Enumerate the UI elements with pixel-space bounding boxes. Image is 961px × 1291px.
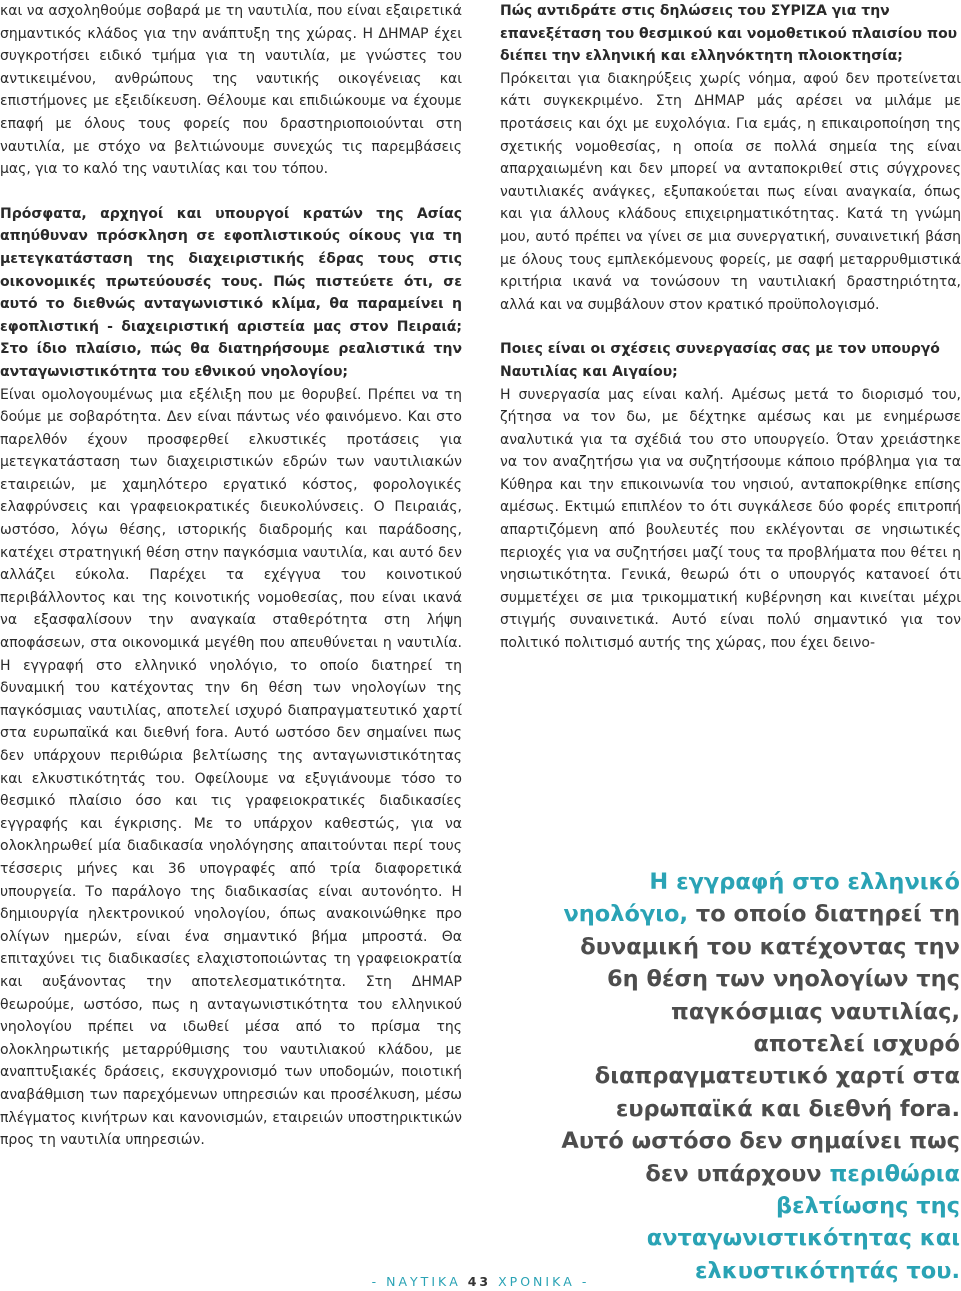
interview-question: Πώς αντιδράτε στις δηλώσεις του ΣΥΡΙΖΑ για την επανεξέταση του θεσμικού και νομοθετικού πλαισίου που διέπει την ελληνική και ελληνόκτητη πλοιοκτησία;	[500, 3, 958, 65]
footer-magazine-left: - ΝΑΥΤΙΚΑ	[371, 1274, 468, 1289]
footer-magazine-right: ΧΡΟΝΙΚΑ -	[491, 1274, 590, 1289]
page-number: 43	[467, 1274, 492, 1289]
interview-answer: Είναι ομολογουμένως μια εξέλιξη που με θορυβεί. Πρέπει να τη δούμε με σοβαρότητα. Δεν είναι πάντως νέο φαινόμενο. Και στο παρελθόν έχουν προσφερθεί ελκυστικές προτάσεις για μετεγκατάσταση των διαχειριστικών εδρών των ναυτιλιακών εταιρειών, με χαμηλότερο εργατικό κόστος, φορολογικές ελαφρύνσεις και γραφειοκρατικές διευκολύνσεις. Ο Πειραιάς, ωστόσο, λόγω θέσης, ιστορικής διαδρομής και παράδοσης, κατέχει στρατηγική θέση στην παγκόσμια ναυτιλία, και αυτό δεν αλλάζει εύκολα. Παρέχει τα εχέγγυα του κοινοτικού περιβάλλοντος και της κοινοτικής νομοθεσίας, που είναι ικανά να εξασφαλίσουν την αναγκαία σταθερότητα στη λήψη αποφάσεων, στα οικονομικά μεγέθη που απευθύνεται η ναυτιλία. Η εγγραφή στο ελληνικό νηολόγιο, το οποίο διατηρεί τη δυναμική του κατέχοντας την 6η θέση των νηολογίων της παγκόσμιας ναυτιλίας, αποτελεί ισχυρό διαπραγματευτικό χαρτί στα ευρωπαϊκά και διεθνή fora. Αυτό ωστόσο δεν σημαίνει πως δεν υπάρχουν περιθώρια βελτίωσης της ανταγωνιστικότητας και ελκυστικότητάς του. Οφείλουμε να εξυγιάνουμε τόσο το θεσμικό πλαίσιο όσο και τις γραφειοκρατικές διαδικασίες εγγραφής και έγκρισης. Με το υπάρχον καθεστώς, για να ολοκληρωθεί μία διαδικασία νηολόγησης απαιτούνται περί τους τέσσερις μήνες και 36 υπογραφές από τρία διαφορετικά υπουργεία. Το παράλογο της διαδικασίας είναι αυτονόητο. Η δημιουργία ηλεκτρονικού νηολογίου, όπως ανακοινώθηκε προ ολίγων ημερών, είναι ένα σημαντικό βήμα μπροστά. Θα επιταχύνει τις διαδικασίες ελαχιστοποιώντας τη γραφειοκρατία και αυξάνοντας την αποτελεσματικότητα. Στη ΔΗΜΑΡ θεωρούμε, ωστόσο, πως η ανταγωνιστικότητα του ελληνικού νηολογίου πρέπει να ιδωθεί μέσα από το πρίσμα της ολοκληρωτικής μεταρρύθμισης του ναυτιλιακού κλάδου, με αναπτυξιακές δράσεις, εκσυγχρονισμό των υποδομών, ποιοτική αναβάθμιση των παρεχόμενων υπηρεσιών και προσέλκυση, μέσω πλέγματος κινήτρων και κανονισμών, εταιρειών υποστηρικτικών προς τη ναυτιλία υπηρεσιών.	[0, 386, 462, 1149]
interview-question: Πρόσφατα, αρχηγοί και υπουργοί κρατών της Ασίας απηύθυναν πρόσκληση σε εφοπλιστικούς οίκους για τη μετεγκατάσταση της διαχειριστικής έδρας τους στις οικονομικές πρωτεύουσές τους. Πώς πιστεύετε ότι, σε αυτό το διεθνώς ανταγωνιστικό κλίμα, θα παραμείνει η εφοπλιστική - διαχειριστική αριστεία μας στον Πειραιά; Στο ίδιο πλαίσιο, πώς θα διατηρήσουμε ρεαλιστικά την ανταγωνιστικότητα του εθνικού νηολογίου;	[0, 205, 462, 380]
left-column	[0, 0, 462, 1152]
pull-quote-middle: το οποίο διατηρεί τη δυναμική του κατέχοντας την 6η θέση των νηολογίων της παγκόσμιας ναυτιλίας, αποτελεί ισχυρό διαπραγματευτικό χαρτί στα ευρωπαϊκά και διεθνή fora. Αυτό ωστόσο δεν σημαίνει πως δεν υπάρχουν	[561, 901, 960, 1187]
interview-answer: Πρόκειται για διακηρύξεις χωρίς νόημα, αφού δεν προτείνεται κάτι συγκεκριμένο. Στη ΔΗΜΑΡ μάς αρέσει να μιλάμε με προτάσεις και όχι με ευχολόγια. Για εμάς, η επικαιροποίηση της σχετικής νομοθεσίας, η οποία σε πολλά σημεία της είναι απαρχαιωμένη και δεν μπορεί να ανταποκριθεί στις σύγχρονες ναυτιλιακές ανάγκες, εξυπακούεται πως είναι αναγκαία, όπως και για άλλους κλάδους επιχειρηματικότητας. Κατά τη γνώμη μου, αυτό πρέπει να γίνει σε μια συνεργατική, συναινετική βάση με όλους τους εμπλεκόμενους φορείς, με σαφή μεταρρυθμιστικά κριτήρια ικανά να τονώσουν τη ναυτιλιακή δραστηριότητα, αλλά και να συμβάλουν στον κρατικό προϋπολογισμό.	[500, 70, 961, 313]
interview-answer: Η συνεργασία μας είναι καλή. Αμέσως μετά το διορισμό του, ζήτησα να τον δω, με δέχτηκε αμέσως και με ενημέρωσε αναλυτικά για τα σχέδιά του στο υπουργείο. Όταν χρειάστηκε να τον αναζητήσω για να συζητήσουμε κάποιο πρόβλημα για τα Κύθηρα και την επικοινωνία του νησιού, ανταποκρίθηκε επίσης αμέσως. Εκτιμώ επιπλέον το ότι συγκάλεσε δύο φορές επιτροπή απαρτιζόμενη από βουλευτές που εκλέγονται σε νησιωτικές περιοχές για να συζητήσει μαζί τους τα προβλήματα που θέτει η νησιωτικότητα. Γενικά, θεωρώ ότι ο υπουργός κατανοεί ότι συμμετέχει σε μια τρικομματική κυβέρνηση και κινείται μέχρι στιγμής συναινετικά. Αυτό είναι πολύ σημαντικό για τον πολιτικό πολιτισμό αυτής της χώρας, που έχει δεινο-	[500, 386, 961, 652]
pull-quote-accent-end: περιθώρια βελτίωσης της ανταγωνιστικότητας και ελκυστικότητάς του.	[646, 1160, 960, 1284]
pull-quote	[560, 866, 960, 1287]
interview-block-asia-relocation	[0, 203, 462, 1152]
pull-quote-accent-start: Η εγγραφή στο ελληνικό νηολόγιο,	[563, 869, 960, 928]
body-paragraph-intro: και να ασχοληθούμε σοβαρά με τη ναυτιλία, που είναι εξαιρετικά σημαντικός κλάδος για την ανάπτυξη της χώρας. Η ΔΗΜΑΡ έχει συγκροτήσει ειδικό τμήμα για τη ναυτιλία, με γνώστες του αντικειμένου, ανθρώπους της ναυτικής οικογένειας και επιστήμονες με εξειδίκευση. Θέλουμε και επιδιώκουμε να έχουμε επαφή με όλους τους φορείς που δραστηριοποιούνται στη ναυτιλία, με στόχο να βελτιώνουμε συνεχώς τις παρεμβάσεις μας, για το καλό της ναυτιλίας και του τόπου.	[0, 3, 462, 178]
right-column	[500, 0, 961, 655]
page-footer	[0, 1274, 961, 1289]
interview-question: Ποιες είναι οι σχέσεις συνεργασίας σας με τον υπουργό Ναυτιλίας και Αιγαίου;	[500, 341, 940, 380]
interview-block-minister	[500, 338, 961, 654]
interview-block-syriza	[500, 0, 961, 316]
